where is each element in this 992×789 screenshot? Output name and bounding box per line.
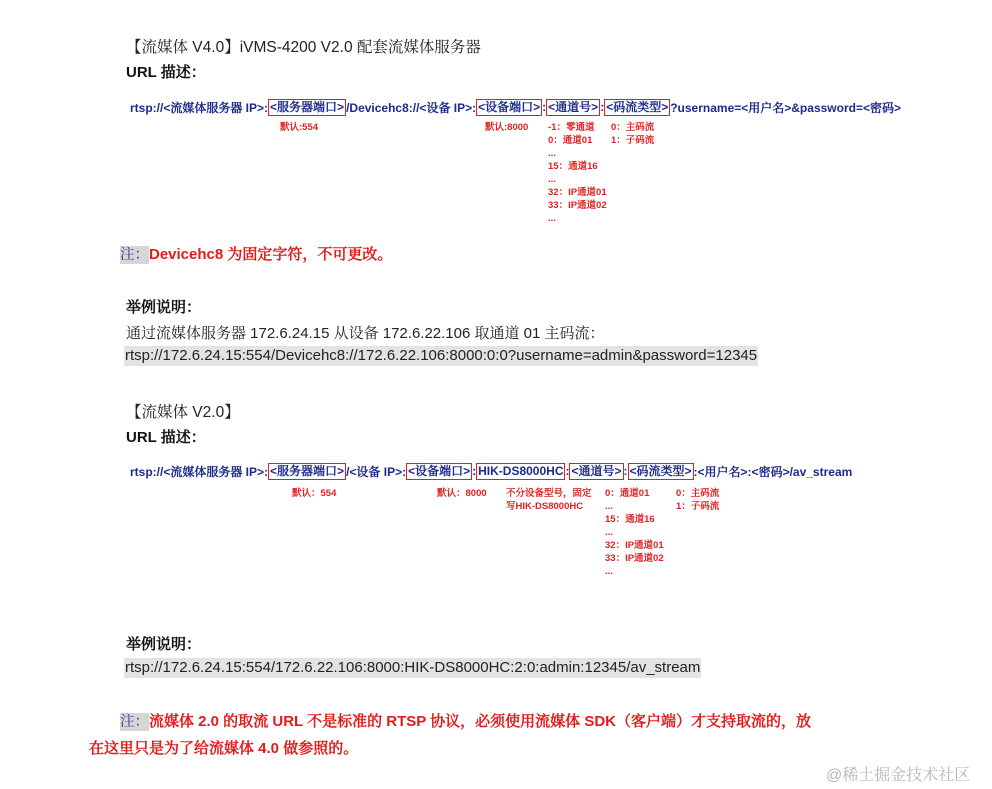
section-v4-title: 【流媒体 V4.0】iVMS-4200 V2.0 配套流媒体服务器 bbox=[126, 39, 481, 56]
url-segment-channel: <通道号> bbox=[571, 463, 622, 478]
annotation-stream-type-list: 0：主码流 1：子码流 bbox=[676, 488, 720, 512]
annotation-model: 不分设备型号，固定 写HIK-DS8000HC bbox=[506, 488, 592, 512]
annotation-channel-list: 0：通道01 ... 15：通道16 ... 32：IP通道01 33：IP通道02 ... bbox=[605, 488, 664, 577]
url-segment: /<设备 IP>: bbox=[346, 464, 407, 479]
note-prefix: 注： bbox=[120, 714, 149, 730]
annotation-stream-type-list: 0：主码流 1：子码流 bbox=[611, 122, 655, 146]
annotation-channel-list: -1：零通道 0：通道01 ... 15：通道16 ... 32：IP通道01 33：IP通道02 ... bbox=[548, 122, 607, 224]
url-segment: /Devicehc8://<设备 IP>: bbox=[346, 100, 477, 115]
section-v4-url-label: URL 描述： bbox=[126, 64, 206, 81]
annotation-server-port: 默认:554 bbox=[280, 122, 319, 133]
annotation-device-port: 默认：8000 bbox=[437, 488, 487, 499]
example-label-v2: 举例说明： bbox=[126, 636, 202, 653]
url-segment: : bbox=[565, 464, 570, 478]
section-v2-url-label: URL 描述： bbox=[126, 429, 206, 446]
url-segment: : bbox=[542, 100, 547, 114]
url-segment-server-port: <服务器端口> bbox=[270, 99, 345, 114]
url-segment: rtsp://<流媒体服务器 IP>: bbox=[130, 464, 269, 479]
url-segment-device-port: <设备端口> bbox=[408, 463, 471, 478]
example-description-v4: 通过流媒体服务器 172.6.24.15 从设备 172.6.22.106 取通道 01 主码流： bbox=[126, 325, 605, 342]
url-segment: : bbox=[623, 464, 628, 478]
note-text: Devicehc8 为固定字符，不可更改。 bbox=[149, 246, 393, 263]
url-segment-stream-type: <码流类型> bbox=[606, 99, 669, 114]
url-diagram-v4 bbox=[130, 98, 901, 116]
note-text: 流媒体 2.0 的取流 URL 不是标准的 RTSP 协议，必须使用流媒体 SDK（客户端）才支持取流的，放 bbox=[149, 713, 811, 730]
section-v2-title: 【流媒体 V2.0】 bbox=[126, 404, 240, 421]
url-segment: rtsp://<流媒体服务器 IP>: bbox=[130, 100, 269, 115]
note-prefix: 注： bbox=[120, 247, 149, 263]
url-segment: : bbox=[472, 464, 477, 478]
note-v2-line1 bbox=[120, 710, 811, 731]
note-v2-line2: 在这里只是为了给流媒体 4.0 做参照的。 bbox=[89, 740, 359, 757]
url-diagram-v2 bbox=[130, 462, 852, 480]
example-label-v4: 举例说明： bbox=[126, 299, 202, 316]
url-segment-model: HIK-DS8000HC bbox=[478, 463, 564, 478]
annotation-server-port: 默认：554 bbox=[292, 488, 337, 499]
example-url-v4: rtsp://172.6.24.15:554/Devicehc8://172.6.22.106:8000:0:0?username=admin&password=12345 bbox=[125, 347, 758, 364]
url-segment-channel: <通道号> bbox=[548, 99, 599, 114]
url-segment: ?username=<用户名>&password=<密码> bbox=[670, 100, 901, 115]
note-v4 bbox=[120, 243, 392, 264]
url-segment-device-port: <设备端口> bbox=[478, 99, 541, 114]
url-segment-stream-type: <码流类型> bbox=[629, 463, 692, 478]
url-segment: :<用户名>:<密码>/av_stream bbox=[693, 464, 853, 479]
watermark: @稀土掘金技术社区 bbox=[826, 767, 971, 784]
url-segment: : bbox=[600, 100, 605, 114]
annotation-device-port: 默认:8000 bbox=[485, 122, 529, 133]
example-url-v2: rtsp://172.6.24.15:554/172.6.22.106:8000:HIK-DS8000HC:2:0:admin:12345/av_stream bbox=[125, 659, 701, 676]
url-segment-server-port: <服务器端口> bbox=[270, 463, 345, 478]
